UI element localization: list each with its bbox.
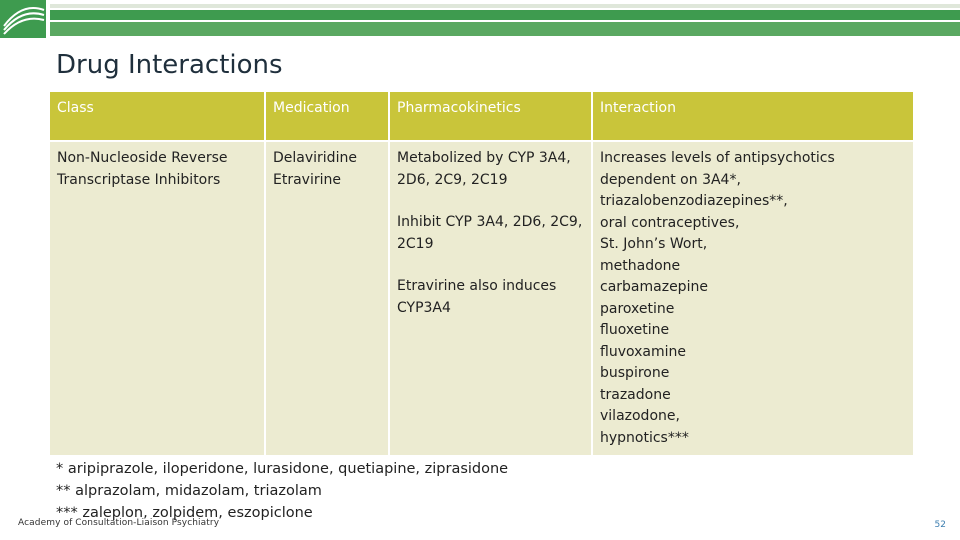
cell-medication: [265, 141, 389, 456]
header-medication: Medication: [265, 91, 389, 141]
footnotes: [56, 458, 508, 524]
footnote: ** alprazolam, midazolam, triazolam: [56, 483, 322, 499]
medication-line: Etravirine: [273, 171, 341, 188]
pk-line: Inhibit CYP 3A4, 2D6, 2C9,: [397, 214, 583, 230]
interaction-line: hypnotics***: [600, 429, 689, 446]
pk-line: 2C19: [397, 235, 434, 252]
interaction-line: buspirone: [600, 365, 670, 381]
header-class: Class: [49, 91, 265, 141]
top-banner: [0, 0, 960, 38]
interaction-line: carbamazepine: [600, 279, 708, 295]
banner-stripe-dark: [50, 10, 960, 20]
logo-swoosh-icon: [0, 0, 46, 38]
interaction-line: fluoxetine: [600, 322, 670, 338]
interaction-line: St. John’s Wort,: [600, 236, 708, 252]
header-interaction: Interaction: [592, 91, 914, 141]
interaction-line: Increases levels of antipsychotics: [600, 150, 835, 166]
class-line: Non-Nucleoside Reverse: [57, 150, 228, 166]
pk-line: Metabolized by CYP 3A4,: [397, 150, 571, 166]
cell-class: [49, 141, 265, 456]
interaction-line: oral contraceptives,: [600, 214, 740, 231]
cell-interaction: [592, 141, 914, 456]
medication-line: Delaviridine: [273, 150, 357, 166]
cell-pharmacokinetics: [389, 141, 592, 456]
interaction-line: dependent on 3A4*,: [600, 171, 741, 188]
pk-line: 2D6, 2C9, 2C19: [397, 171, 508, 188]
table-header-row: [49, 91, 914, 141]
class-line: Transcriptase Inhibitors: [57, 171, 221, 188]
drug-interactions-table: [48, 90, 915, 457]
page-number: 52: [934, 520, 946, 530]
interaction-line: trazadone: [600, 386, 671, 403]
interaction-line: triazalobenzodiazepines**,: [600, 193, 788, 209]
pk-line: Etravirine also induces: [397, 278, 557, 294]
table-row: [49, 141, 914, 456]
pk-line: CYP3A4: [397, 299, 451, 316]
footnote: * aripiprazole, iloperidone, lurasidone, quetiapine, ziprasidone: [56, 461, 509, 477]
banner-stripe-light: [50, 4, 960, 8]
organization-footer: Academy of Consultation-Liaison Psychiatry: [18, 518, 220, 528]
header-pharmacokinetics: Pharmacokinetics: [389, 91, 592, 141]
interaction-line: methadone: [600, 257, 681, 274]
page-title: Drug Interactions: [56, 50, 283, 80]
interaction-line: fluvoxamine: [600, 343, 686, 360]
interaction-line: paroxetine: [600, 300, 675, 317]
logo: [0, 0, 46, 38]
footnote: *** zaleplon, zolpidem, eszopiclone: [56, 505, 313, 521]
interaction-line: vilazodone,: [600, 408, 680, 424]
banner-stripe-medium: [50, 22, 960, 36]
